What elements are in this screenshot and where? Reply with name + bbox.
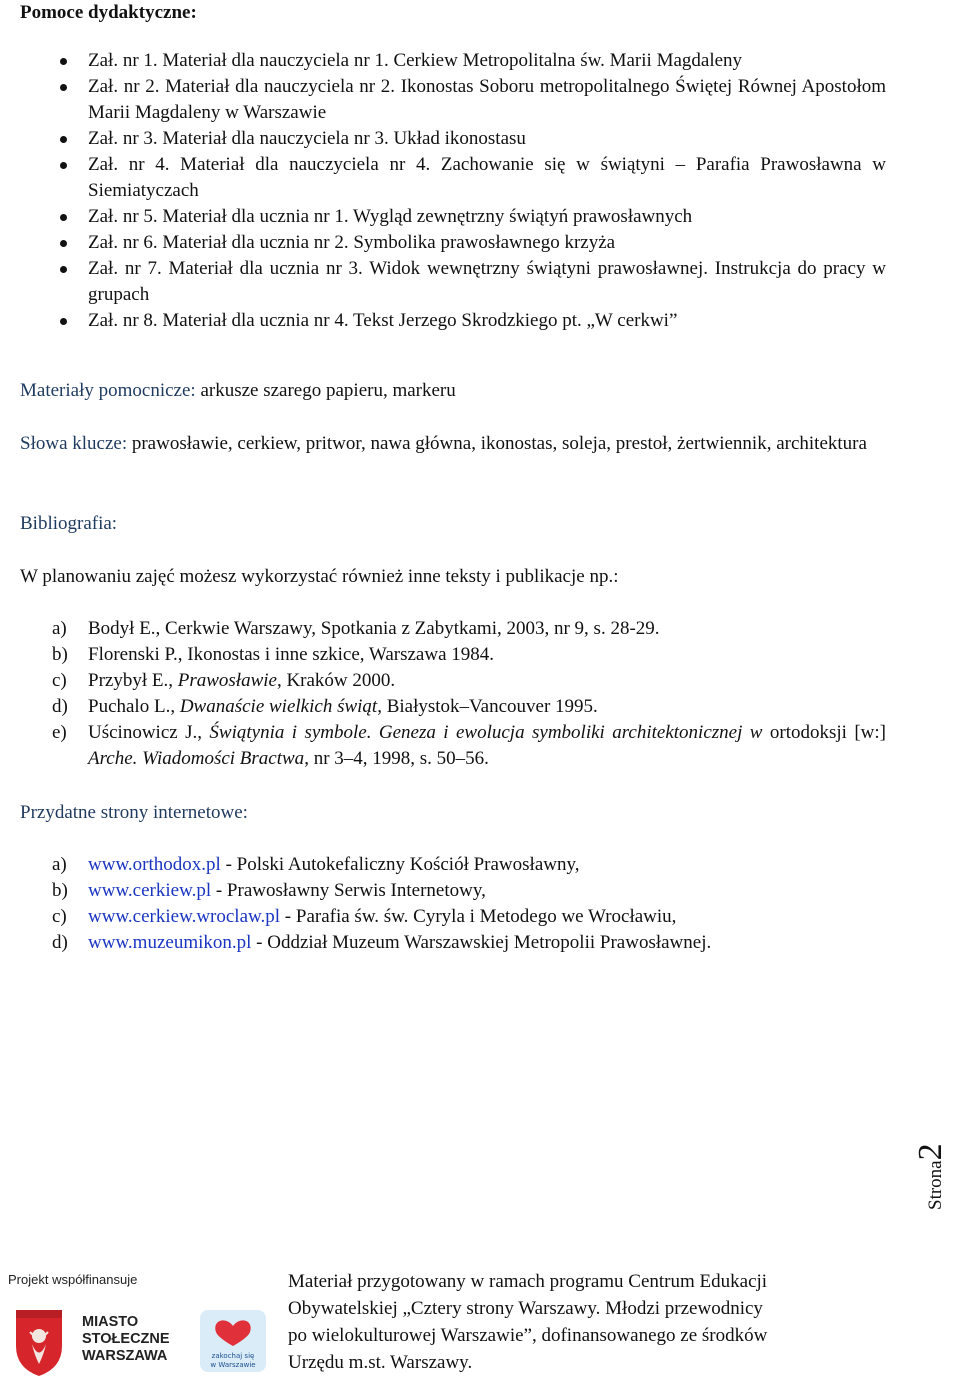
website-description: - Prawosławny Serwis Internetowy, — [211, 880, 486, 901]
city-line: MIASTO — [82, 1314, 139, 1330]
reference-text: , Kraków 2000. — [276, 670, 396, 691]
website-item — [20, 878, 886, 904]
list-marker: d) — [52, 696, 68, 717]
reference-text: Przybył E., — [88, 670, 178, 691]
list-item: Zał. nr 6. Materiał dla ucznia nr 2. Symbolika prawosławnego krzyża — [20, 230, 886, 256]
footer-line: Materiał przygotowany w ramach programu Centrum Edukacji — [288, 1271, 768, 1292]
website-item — [20, 852, 886, 878]
website-link[interactable]: www.cerkiew.wroclaw.pl — [88, 906, 281, 927]
reference-title: Prawosławie — [177, 670, 277, 691]
footer-line: po wielokulturowej Warszawie”, dofinansowanego ze środków — [288, 1325, 768, 1346]
zakochaj-logo — [198, 1306, 268, 1374]
website-item — [20, 904, 886, 930]
reference-text: , Białystok–Vancouver 1995. — [377, 696, 598, 717]
city-line: WARSZAWA — [82, 1348, 168, 1364]
bibliography-intro: W planowaniu zajęć możesz wykorzystać również inne teksty i publikacje np.: — [20, 566, 619, 587]
list-marker: b) — [52, 644, 68, 665]
keywords-label: Słowa klucze: — [20, 433, 128, 454]
materials-label: Materiały pomocnicze: — [20, 380, 196, 401]
city-line: STOŁECZNE — [82, 1331, 170, 1347]
page-label: Strona — [925, 1160, 946, 1210]
website-link[interactable]: www.cerkiew.pl — [88, 880, 212, 901]
keywords-paragraph — [20, 431, 886, 457]
teaching-aids-list — [20, 48, 886, 334]
website-description: - Polski Autokefaliczny Kościół Prawosławny, — [220, 854, 580, 875]
keywords-text: prawosławie, cerkiew, pritwor, nawa główna, ikonostas, soleja, prestoł, żertwiennik, architektura — [127, 433, 867, 454]
list-marker: e) — [52, 722, 67, 743]
reference-text: Florenski P., Ikonostas i inne szkice, Warszawa 1984. — [88, 644, 495, 665]
list-item: Zał. nr 5. Materiał dla ucznia nr 1. Wygląd zewnętrzny świątyń prawosławnych — [20, 204, 886, 230]
website-description: - Parafia św. św. Cyryla i Metodego we Wrocławiu, — [280, 906, 677, 927]
materials-text: arkusze szarego papieru, markeru — [195, 380, 456, 401]
bibliography-item — [20, 668, 886, 694]
list-marker: a) — [52, 854, 67, 875]
section-title: Pomoce dydaktyczne: — [20, 2, 197, 23]
list-marker: c) — [52, 906, 67, 927]
footer-line: Urzędu m.st. Warszawy. — [288, 1352, 473, 1373]
bibliography-item — [20, 694, 886, 720]
reference-text: Puchalo L., — [88, 696, 180, 717]
footer-line: Obywatelskiej „Cztery strony Warszawy. Młodzi przewodnicy — [288, 1298, 763, 1319]
bibliography-item — [20, 616, 886, 642]
list-item: Zał. nr 2. Materiał dla nauczyciela nr 2. Ikonostas Soboru metropolitalnego Świętej Równej Apostołom Marii Magdaleny w Warszawie — [20, 74, 886, 126]
reference-text: Bodył E., Cerkwie Warszawy, Spotkania z Zabytkami, 2003, nr 9, s. 28-29. — [88, 618, 660, 639]
warsaw-crest-logo — [8, 1306, 70, 1378]
list-marker: c) — [52, 670, 67, 691]
website-link[interactable]: www.muzeumikon.pl — [88, 932, 252, 953]
cofinanced-label: Projekt współfinansuje — [8, 1272, 138, 1287]
bibliography-item — [20, 720, 886, 772]
sponsor-logos — [8, 1272, 268, 1382]
footer-note — [288, 1268, 888, 1376]
list-item: Zał. nr 8. Materiał dla ucznia nr 4. Tekst Jerzego Skrodzkiego pt. „W cerkwi” — [20, 308, 886, 334]
list-item: Zał. nr 4. Materiał dla nauczyciela nr 4. Zachowanie się w świątyni – Parafia Prawosławna w Siemiatyczach — [20, 152, 886, 204]
websites-list — [20, 852, 886, 956]
page-number: 2 — [912, 1143, 949, 1161]
list-item: Zał. nr 3. Materiał dla nauczyciela nr 3. Układ ikonostasu — [20, 126, 886, 152]
list-item: Zał. nr 1. Materiał dla nauczyciela nr 1. Cerkiew Metropolitalna św. Marii Magdaleny — [20, 48, 886, 74]
materials-paragraph — [20, 378, 886, 404]
reference-title: Dwanaście wielkich świąt — [179, 696, 378, 717]
reference-title: Arche. Wiadomości Bractwa — [88, 748, 305, 769]
svg-text:zakochaj się: zakochaj się — [211, 1352, 255, 1360]
website-item — [20, 930, 886, 956]
page-number-label — [912, 1110, 960, 1210]
list-marker: b) — [52, 880, 68, 901]
bibliography-list — [20, 616, 886, 772]
list-item: Zał. nr 7. Materiał dla ucznia nr 3. Widok wewnętrzny świątyni prawosławnej. Instrukcja do pracy w grupach — [20, 256, 886, 308]
city-logo-text — [82, 1314, 170, 1365]
website-link[interactable]: www.orthodox.pl — [88, 854, 221, 875]
list-marker: a) — [52, 618, 67, 639]
reference-text: Uścinowicz J., — [88, 722, 210, 743]
reference-text: , nr 3–4, 1998, s. 50–56. — [304, 748, 489, 769]
reference-title: Świątynia i symbole. Geneza i ewolucja symboliki architektonicznej w — [209, 722, 763, 743]
bibliography-item — [20, 642, 886, 668]
svg-text:w Warszawie: w Warszawie — [210, 1361, 256, 1369]
reference-text: ortodoksji [w:] — [762, 722, 886, 743]
list-marker: d) — [52, 932, 68, 953]
websites-heading: Przydatne strony internetowe: — [20, 802, 248, 823]
bibliography-heading: Bibliografia: — [20, 513, 118, 534]
website-description: - Oddział Muzeum Warszawskiej Metropolii Prawosławnej. — [251, 932, 712, 953]
